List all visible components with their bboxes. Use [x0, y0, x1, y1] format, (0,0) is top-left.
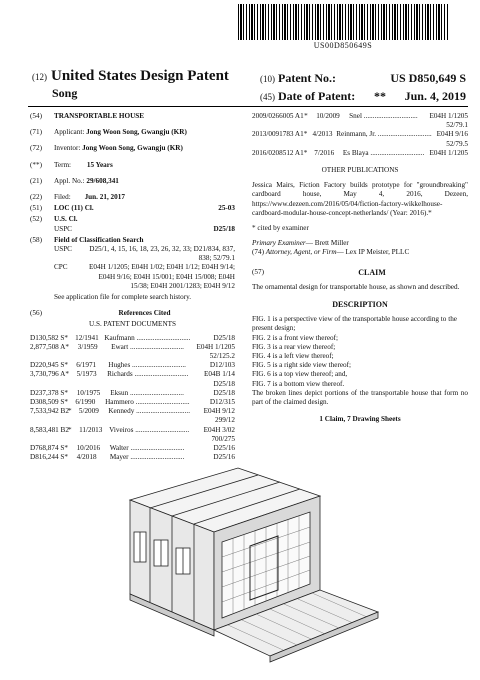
reference-class-continued: 52/79.5	[446, 139, 468, 148]
reference-name: Walter ..............................	[109, 444, 185, 453]
claim-text: The ornamental design for transportable house, as shown and described.	[252, 282, 460, 291]
barcode-number: US00D850649S	[313, 41, 373, 50]
patent-number: US D850,649 S	[390, 71, 466, 85]
reference-row	[30, 370, 235, 379]
reference-date: 3/1959	[77, 342, 98, 351]
claim-heading	[252, 268, 468, 277]
reference-date: 10/2016	[76, 444, 101, 453]
figure-description: FIG. 3 is a rear view thereof;	[252, 342, 336, 351]
reference-row	[30, 361, 235, 370]
reference-row	[30, 407, 235, 416]
figure-list	[252, 315, 468, 389]
reference-class-continued: 700/275	[211, 434, 235, 443]
reference-date: 7/2016	[314, 148, 335, 157]
appl-code: (21)	[30, 176, 42, 185]
code-10: (10)	[260, 74, 275, 84]
reference-star: *	[64, 444, 68, 453]
filed-label: Filed:	[54, 193, 71, 202]
reference-number: 3,730,796 A	[30, 370, 66, 379]
reference-number: D237,378 S	[30, 388, 65, 397]
inventor-value: Jong Woon Song, Gwangju (KR)	[82, 144, 183, 153]
other-publication-text: Jessica Mairs, Fiction Factory builds prototype for "groundbreaking" cardboard house, May 4, 2016, Dezeen, https://www.dezeen.com/2016/05/04/fiction-factory-wikkelhouse-cardboard-modular-house-concept-netherlands/ (Year: 2016).*	[252, 181, 468, 217]
field-cpc-entry	[30, 263, 235, 291]
primary-examiner-label: Primary Examiner	[252, 239, 306, 248]
field-uspc-value: D25/1, 4, 15, 16, 18, 23, 26, 32, 33; D21/834, 837, 838; 52/79.1	[89, 245, 235, 263]
field-entry	[30, 236, 235, 245]
reference-name: Kennedy ..............................	[108, 407, 190, 416]
reference-star: *	[64, 453, 68, 462]
patent-number-block	[260, 71, 466, 107]
claim-title: CLAIM	[358, 267, 386, 277]
reference-name: Reinmann, Jr. ..............................	[336, 130, 432, 139]
reference-star: *	[64, 398, 68, 407]
date-label: Date of Patent:	[278, 89, 356, 103]
uspc-value: D25/18	[213, 224, 235, 233]
claim-code: (57)	[252, 267, 264, 276]
reference-number: D816,244 S	[30, 453, 65, 462]
reference-number: 2,877,508 A	[30, 342, 66, 351]
date-marker: **	[373, 89, 386, 103]
reference-row	[252, 112, 468, 121]
cited-by-examiner: * cited by examiner	[252, 224, 309, 233]
reference-class: E04H 1/1205	[196, 342, 235, 351]
reference-class: D25/18	[213, 333, 235, 342]
right-column	[252, 112, 468, 424]
reference-date: 10/2009	[316, 112, 340, 120]
field-cpc-label: CPC	[54, 263, 68, 272]
primary-examiner	[252, 239, 468, 248]
attorney-label: Attorney, Agent, or Firm	[265, 248, 337, 257]
reference-date: 5/1973	[76, 370, 97, 379]
search-history	[30, 293, 235, 302]
reference-class: E04H 9/16	[436, 130, 468, 139]
field-code: (58)	[30, 235, 42, 244]
loc-label: LOC (11) Cl.	[54, 204, 94, 213]
reference-number: D308,509 S	[30, 398, 65, 407]
filed-date: Jun. 21, 2017	[84, 193, 125, 202]
applicant-value: Jong Woon Song, Gwangju (KR)	[86, 128, 187, 137]
appl-entry	[30, 177, 235, 186]
inventor-label: Inventor:	[54, 144, 81, 153]
reference-class: D25/18	[213, 388, 235, 397]
term-label: Term:	[54, 160, 72, 169]
us-cl-label: U.S. Cl.	[54, 215, 78, 224]
patent-no-label: Patent No.:	[278, 71, 336, 85]
reference-row	[30, 389, 235, 398]
reference-class-continued: D25/18	[213, 379, 235, 388]
reference-class: E04H 3/02	[203, 425, 235, 434]
term-entry	[30, 161, 235, 170]
barcode	[238, 4, 448, 40]
reference-name: Eksun ..............................	[110, 388, 184, 397]
reference-number: 7,533,942 B2	[30, 407, 69, 416]
reference-date: 4/2018	[76, 453, 97, 462]
reference-row	[30, 426, 235, 435]
primary-examiner-name: — Brett Miller	[305, 239, 349, 248]
reference-row	[252, 149, 468, 158]
figure-description: FIG. 4 is a left view thereof;	[252, 352, 334, 361]
filed-entry	[30, 193, 235, 202]
reference-class: D12/315	[209, 398, 235, 407]
applicant-entry	[30, 128, 235, 137]
attorney	[252, 248, 468, 257]
reference-row	[30, 398, 235, 407]
references-heading	[30, 309, 235, 318]
reference-class: D25/16	[213, 444, 235, 453]
left-column	[30, 112, 235, 463]
us-cl-entry	[30, 215, 235, 224]
field-uspc-entry	[30, 245, 235, 263]
reference-list-continued	[252, 112, 468, 158]
reference-number: D768,874 S	[30, 444, 65, 453]
appl-label: Appl. No.:	[54, 176, 85, 185]
reference-number: 8,583,481 B2	[30, 425, 69, 434]
reference-date: 6/1990	[75, 398, 96, 407]
patent-kind: United States Design Patent	[51, 68, 229, 84]
loc-entry	[30, 204, 235, 213]
field-label: Field of Classification Search	[54, 235, 144, 244]
inventor-code: (72)	[30, 144, 42, 153]
reference-name: Ewart ..............................	[111, 342, 184, 351]
reference-star: *	[303, 148, 308, 157]
reference-star: *	[303, 130, 308, 139]
field-uspc-label: USPC	[54, 245, 72, 254]
reference-name: Hughes ..............................	[108, 361, 186, 370]
reference-class-continued: 52/79.1	[446, 121, 468, 130]
title-entry	[30, 112, 235, 121]
figure-description: FIG. 1 is a perspective view of the transportable house according to the present design;	[252, 315, 457, 333]
us-patent-documents-heading: U.S. PATENT DOCUMENTS	[88, 320, 177, 329]
field-cpc-value: E04H 1/1205; E04H 1/02; E04H 1/12; E04H 9/14; E04H 9/16; E04H 15/001; E04H 15/008; E04H 15/38; E04H 2001/1283; E04H 9/12	[89, 263, 235, 290]
references-title: References Cited	[118, 309, 171, 318]
reference-row	[30, 343, 235, 352]
figure-description: FIG. 2 is a front view thereof;	[252, 333, 339, 342]
reference-name: Viveiros ..............................	[109, 425, 190, 434]
reference-star: *	[64, 388, 68, 397]
reference-name: Snel ..............................	[349, 112, 418, 120]
design-title: TRANSPORTABLE HOUSE	[54, 112, 145, 120]
reference-number: 2016/0208512 A1	[252, 148, 304, 157]
attorney-name: — Lex IP Meister, PLLC	[336, 248, 410, 257]
uspc-label: USPC	[54, 224, 72, 233]
reference-name: Mayer ..............................	[109, 453, 185, 462]
applicant-code: (71)	[30, 128, 42, 137]
other-publications-heading: OTHER PUBLICATIONS	[321, 166, 399, 175]
patent-date: Jun. 4, 2019	[404, 89, 466, 103]
reference-row	[30, 334, 235, 343]
reference-name: Richards ..............................	[107, 370, 189, 379]
reference-class-continued: 52/125.2	[209, 352, 235, 361]
figure-description: FIG. 7 is a bottom view thereof.	[252, 379, 345, 388]
appl-number: 29/608,341	[86, 176, 119, 185]
inventor-surname: Song	[52, 86, 78, 100]
code-45: (45)	[260, 92, 275, 102]
reference-class: E04B 1/14	[204, 370, 235, 379]
reference-row	[252, 130, 468, 139]
reference-number: 2013/0091783 A1	[252, 130, 304, 139]
reference-date: 6/1971	[76, 361, 97, 370]
reference-class: E04H 9/12	[203, 407, 235, 416]
reference-star: *	[64, 333, 68, 342]
term-code: (**)	[30, 160, 42, 169]
us-cl-code: (52)	[30, 215, 42, 224]
reference-date: 11/2013	[79, 425, 103, 434]
reference-row	[30, 444, 235, 453]
reference-star: *	[304, 112, 308, 120]
loc-code: (51)	[30, 204, 42, 213]
attorney-code: (74)	[252, 248, 264, 257]
filed-code: (22)	[30, 193, 42, 202]
reference-date: 12/1941	[75, 333, 99, 342]
figure-description: FIG. 6 is a top view thereof; and,	[252, 370, 348, 379]
house-perspective-drawing	[110, 462, 400, 672]
reference-date: 4/2013	[312, 130, 333, 139]
reference-list	[30, 334, 235, 463]
reference-class: D25/16	[213, 453, 235, 462]
reference-number: D130,582 S	[30, 333, 65, 342]
code-12: (12)	[32, 72, 47, 82]
description-heading: DESCRIPTION	[332, 300, 388, 310]
loc-value: 25-03	[218, 204, 235, 213]
claims-summary: 1 Claim, 7 Drawing Sheets	[319, 415, 401, 424]
reference-class: D12/103	[209, 361, 235, 370]
reference-date: 5/2009	[78, 407, 99, 416]
reference-class: E04H 1/1205	[429, 148, 468, 157]
reference-star: *	[64, 361, 68, 370]
references-code: (56)	[30, 309, 42, 318]
reference-star: *	[68, 425, 72, 434]
reference-name: Kaufmann ..............................	[104, 333, 191, 342]
reference-star: *	[68, 407, 72, 416]
reference-name: Es Blaya ..............................	[342, 148, 425, 157]
reference-class-continued: 299/12	[215, 416, 235, 425]
reference-name: Hammero ..............................	[105, 398, 190, 407]
search-history-text: See application file for complete search history.	[54, 293, 192, 302]
reference-number: D220,945 S	[30, 361, 65, 370]
uspc-entry	[30, 225, 235, 234]
reference-class: E04H 1/1205	[429, 112, 468, 120]
reference-star: *	[65, 342, 69, 351]
broken-lines-text: The broken lines depict portions of the transportable house that form no part of the claimed design.	[252, 388, 468, 407]
reference-star: *	[65, 370, 69, 379]
title-code: (54)	[30, 112, 42, 120]
figure-description: FIG. 5 is a right side view thereof;	[252, 361, 352, 370]
reference-number: 2009/0266005 A1	[252, 112, 304, 120]
header-rule	[28, 106, 468, 107]
inventor-entry	[30, 144, 235, 153]
term-value: 15 Years	[86, 160, 113, 169]
applicant-label: Applicant:	[54, 128, 85, 137]
reference-date: 10/1975	[76, 388, 101, 397]
patent-kind-heading	[32, 68, 229, 85]
